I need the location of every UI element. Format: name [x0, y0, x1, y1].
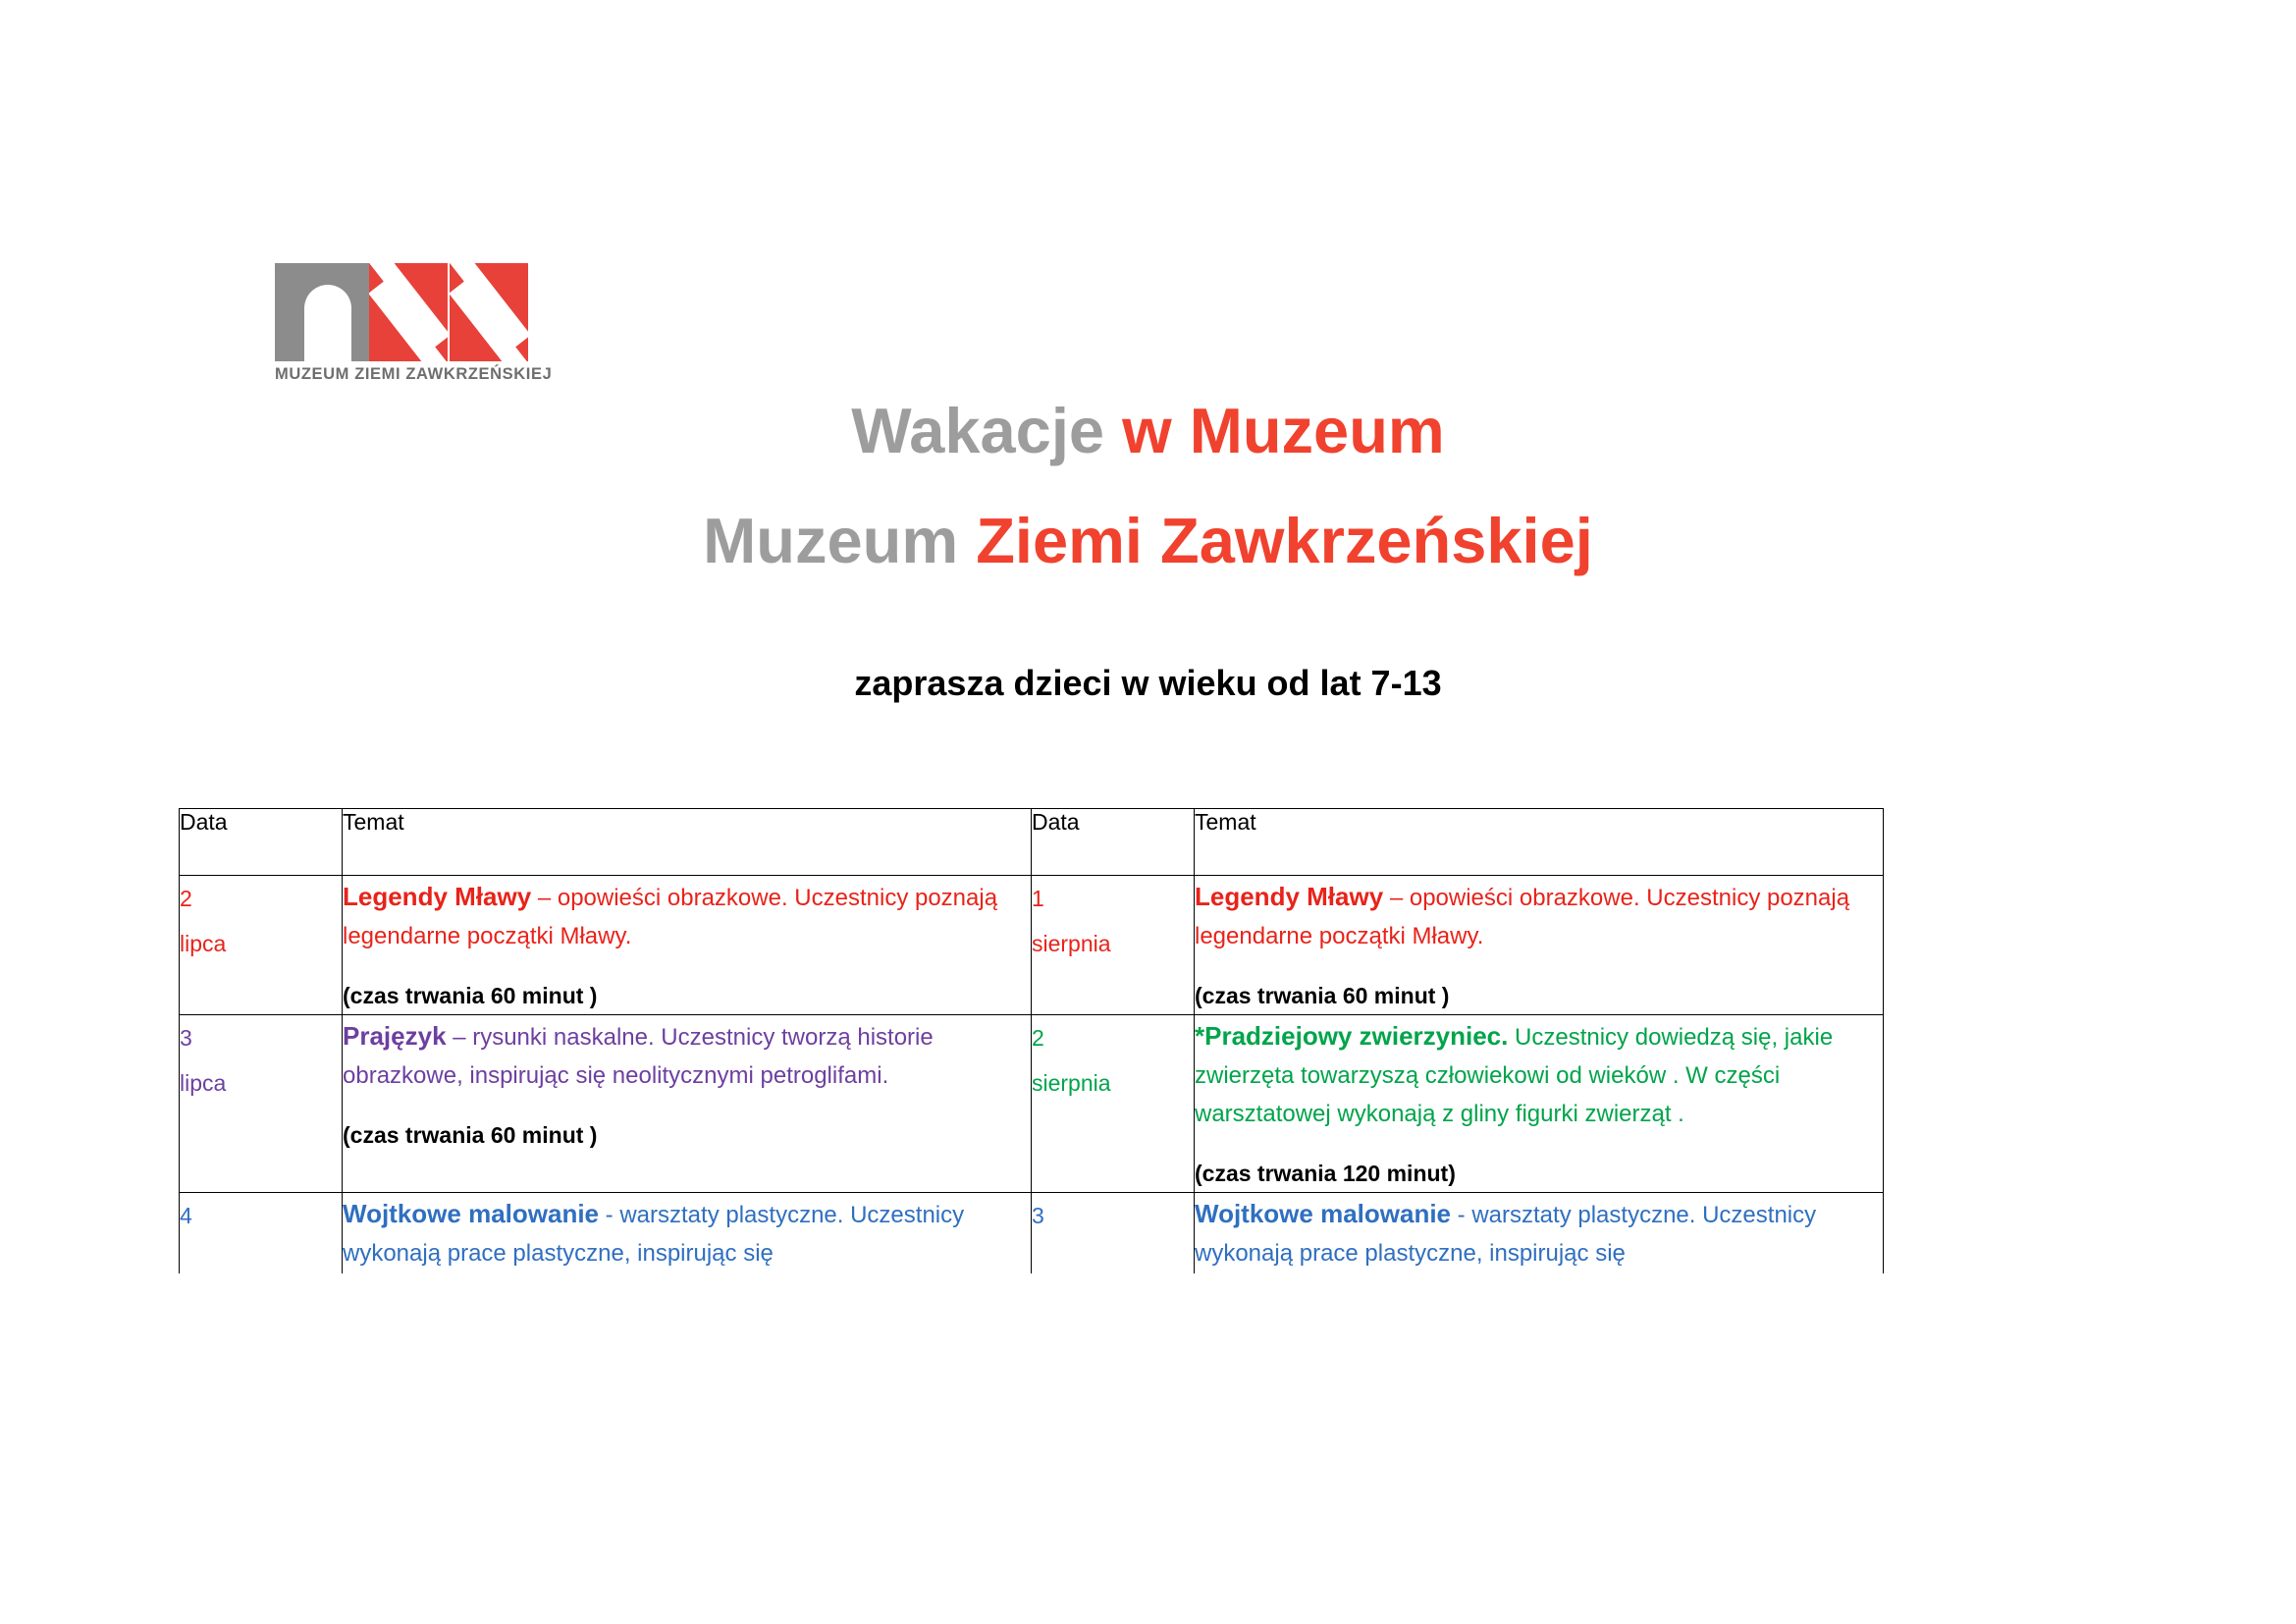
cell-date-left [180, 1015, 343, 1193]
page-title-line-1 [0, 383, 2296, 479]
table-row [180, 1192, 1884, 1272]
date-month: sierpnia [1032, 1070, 1111, 1096]
logo-arch-cutout [304, 285, 351, 361]
page-subtitle: zaprasza dzieci w wieku od lat 7-13 [854, 663, 1442, 703]
cell-topic-left [343, 876, 1032, 1015]
cell-topic-left [343, 1015, 1032, 1193]
logo-caption: MUZEUM ZIEMI ZAWKRZEŃSKIEJ [275, 365, 553, 383]
date-month: lipca [180, 931, 227, 956]
topic-body: – rysunki naskalne. Uczestnicy tworzą historie obrazkowe, inspirując się neolitycznymi petroglifami. [343, 1024, 934, 1089]
page-title-line-1-grey: Wakacje [851, 395, 1123, 466]
table-header-row [180, 809, 1884, 876]
topic-duration: (czas trwania 60 minut ) [1195, 982, 1450, 1008]
topic-lead: *Pradziejowy zwierzyniec. [1195, 1021, 1509, 1051]
logo-letter-n [275, 263, 381, 361]
topic-lead: Legendy Mławy [343, 882, 532, 911]
date-day: 2 [1032, 1025, 1044, 1051]
table-row [180, 876, 1884, 1015]
cell-date-right [1032, 1192, 1195, 1272]
topic-body: Uczestnicy dowiedzą się, jakie zwierzęta towarzyszą człowiekowi od wieków . W części warsztatowej wykonają z gliny figurki zwierząt . [1195, 1024, 1834, 1127]
date-month: lipca [180, 1070, 227, 1096]
date-day: 1 [1032, 886, 1044, 911]
cell-date-right [1032, 876, 1195, 1015]
page-title-line-2 [0, 493, 2296, 589]
topic-body: - warsztaty plastyczne. Uczestnicy wykonają prace plastyczne, inspirując się [343, 1201, 965, 1267]
cell-topic-right [1195, 1015, 1884, 1193]
header-topic-right: Temat [1195, 809, 1884, 876]
cell-date-left [180, 1192, 343, 1272]
cell-topic-right [1195, 876, 1884, 1015]
topic-body: – opowieści obrazkowe. Uczestnicy poznają legendarne początki Mławy. [343, 885, 998, 949]
cell-date-left [180, 876, 343, 1015]
cell-topic-right [1195, 1192, 1884, 1272]
topic-duration: (czas trwania 60 minut ) [343, 982, 598, 1008]
page-title-line-2-red: Ziemi Zawkrzeńskiej [976, 504, 1593, 576]
topic-duration: (czas trwania 120 minut) [1195, 1160, 1456, 1186]
page-title-line-1-red: w Muzeum [1122, 395, 1445, 466]
topic-lead: Legendy Mławy [1195, 882, 1384, 911]
topic-duration: (czas trwania 60 minut ) [343, 1121, 598, 1148]
topic-body: - warsztaty plastyczne. Uczestnicy wykonają prace plastyczne, inspirując się [1195, 1201, 1817, 1267]
table-row [180, 1015, 1884, 1193]
header-topic-left: Temat [343, 809, 1032, 876]
logo-letter-z-second [450, 263, 528, 361]
cell-date-right [1032, 1015, 1195, 1193]
topic-body: – opowieści obrazkowe. Uczestnicy poznają legendarne początki Mławy. [1195, 885, 1850, 949]
topic-lead: Wojtkowe malowanie [343, 1198, 600, 1228]
date-day: 3 [1032, 1202, 1044, 1228]
topic-lead: Wojtkowe malowanie [1195, 1198, 1452, 1228]
header-date-left: Data [180, 809, 343, 876]
topic-lead: Prajęzyk [343, 1021, 447, 1051]
title-block [0, 383, 2296, 588]
logo-letter-z-first [369, 263, 448, 361]
date-day: 4 [180, 1202, 192, 1228]
date-month: sierpnia [1032, 931, 1111, 956]
museum-logo [275, 263, 553, 396]
cell-topic-left [343, 1192, 1032, 1272]
mzz-monogram-icon [275, 263, 535, 361]
date-day: 3 [180, 1025, 192, 1051]
header-date-right: Data [1032, 809, 1195, 876]
page-title-line-2-grey: Muzeum [703, 504, 977, 576]
schedule-table [179, 808, 1884, 1273]
date-day: 2 [180, 886, 192, 911]
